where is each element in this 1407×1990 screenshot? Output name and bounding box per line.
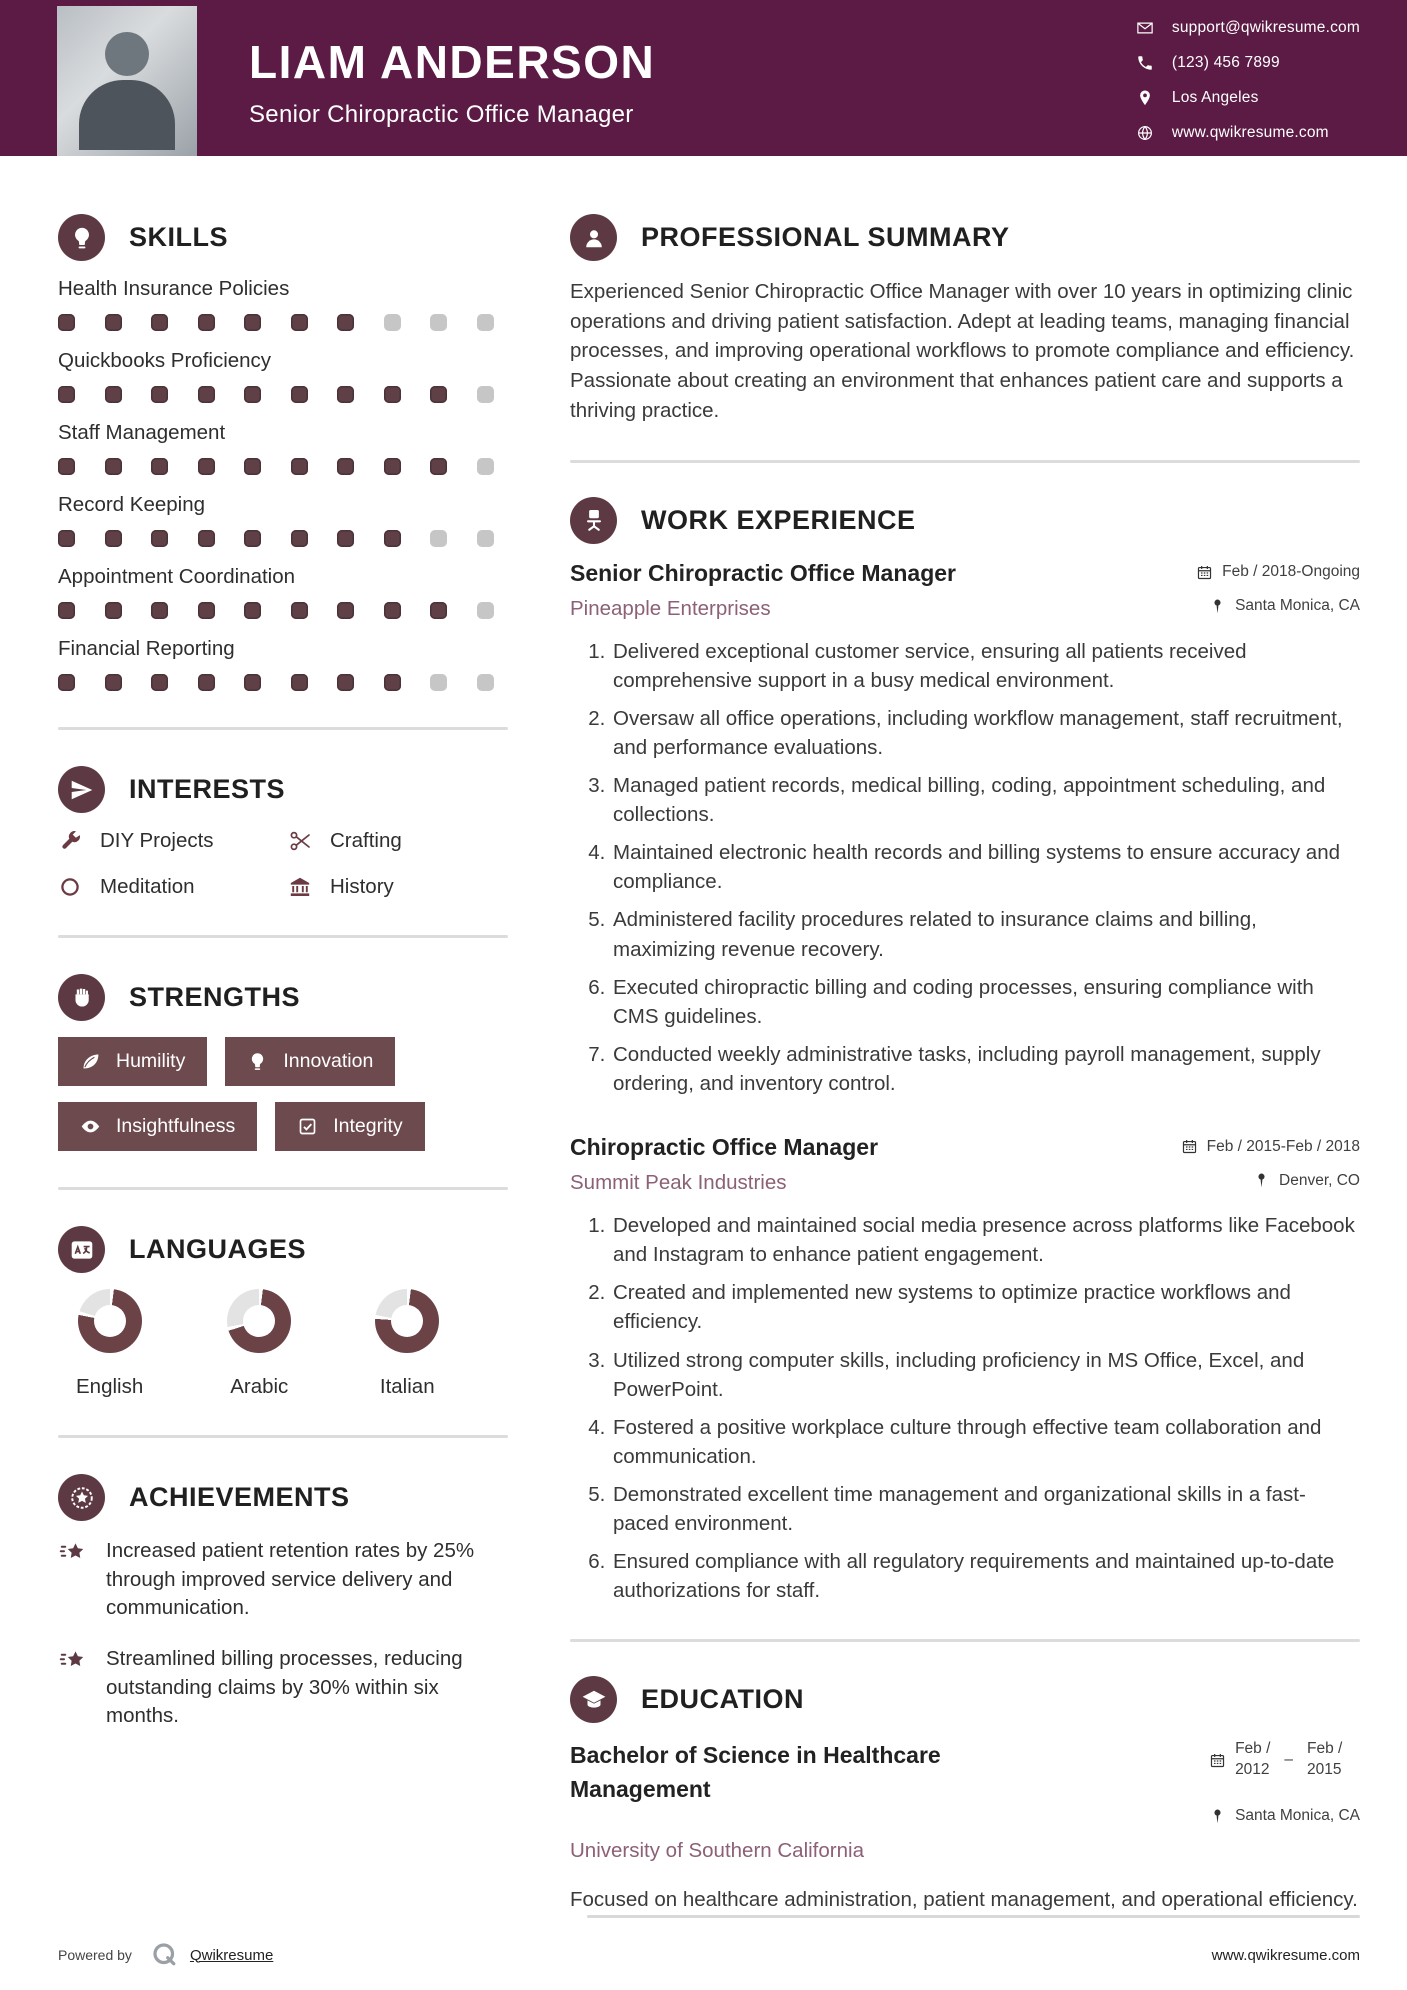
achievement-item bbox=[58, 1537, 508, 1623]
languages-section bbox=[58, 1226, 508, 1399]
date-separator: – bbox=[1284, 1751, 1294, 1769]
achievement-text: Streamlined billing processes, reducing outstanding claims by 30% within six months. bbox=[106, 1647, 463, 1728]
interest-label: Crafting bbox=[330, 829, 402, 852]
q-logo-icon bbox=[150, 1940, 180, 1970]
strength-label: Humility bbox=[116, 1050, 186, 1072]
skill-dot bbox=[430, 602, 447, 619]
job-entry bbox=[570, 1134, 1360, 1605]
divider bbox=[58, 1435, 508, 1438]
degree-title: Bachelor of Science in Healthcare Management bbox=[570, 1742, 941, 1802]
company-name: Pineapple Enterprises bbox=[570, 596, 771, 620]
pushpin-icon bbox=[1209, 598, 1226, 615]
skill-dot bbox=[198, 674, 215, 691]
header bbox=[0, 0, 1407, 156]
jobs-list bbox=[570, 560, 1360, 1606]
leaf-icon bbox=[80, 1051, 101, 1072]
skill-name: Staff Management bbox=[58, 421, 226, 444]
contact-item bbox=[1136, 54, 1360, 72]
skill-dot bbox=[244, 674, 261, 691]
experience-bullet: 2. Oversaw all office operations, including workflow management, staff recruitment, and performance evaluations. bbox=[611, 704, 1360, 762]
skill-dot bbox=[58, 314, 75, 331]
phone-icon bbox=[1136, 54, 1154, 72]
summary-heading: PROFESSIONAL SUMMARY bbox=[641, 222, 1010, 252]
museum-icon bbox=[288, 875, 312, 899]
job-header bbox=[570, 560, 1360, 587]
skill-dot bbox=[151, 602, 168, 619]
experience-bullet: 1. Developed and maintained social media presence across platforms like Facebook and Instagram to enhance patient engagement. bbox=[611, 1211, 1360, 1269]
grad-cap-icon bbox=[570, 1676, 617, 1723]
experience-bullet: 1. Delivered exceptional customer service, ensuring all patients received comprehensive support in a busy medical environment. bbox=[611, 637, 1360, 695]
lightbulb-icon bbox=[58, 214, 105, 261]
languages-heading: LANGUAGES bbox=[129, 1234, 307, 1264]
divider bbox=[58, 727, 508, 730]
skill-dot bbox=[58, 530, 75, 547]
strength-label: Integrity bbox=[333, 1115, 403, 1137]
job-entry bbox=[570, 560, 1360, 1099]
location-icon bbox=[1136, 89, 1154, 107]
skill-dot bbox=[198, 386, 215, 403]
pushpin-icon bbox=[1253, 1172, 1270, 1189]
language-item bbox=[227, 1289, 291, 1399]
powered-by-label: Powered by bbox=[58, 1947, 132, 1963]
interests-section bbox=[58, 766, 508, 899]
person-job-title: Senior Chiropractic Office Manager bbox=[249, 101, 634, 129]
skill-dot bbox=[244, 314, 261, 331]
skill-dot bbox=[291, 530, 308, 547]
contact-item[interactable] bbox=[1136, 124, 1360, 142]
skill-dot bbox=[430, 674, 447, 691]
globe-icon bbox=[1136, 124, 1154, 142]
job-location-text: Denver, CO bbox=[1279, 1171, 1360, 1189]
contact-item bbox=[1136, 89, 1360, 107]
skill-dot bbox=[105, 674, 122, 691]
qwikresume-link[interactable]: Qwikresume bbox=[189, 1946, 274, 1964]
skill-item bbox=[58, 349, 508, 403]
achievements-section bbox=[58, 1474, 508, 1731]
skill-dot bbox=[151, 458, 168, 475]
job-dates bbox=[1181, 1138, 1360, 1156]
skill-item bbox=[58, 421, 508, 475]
skill-dot bbox=[105, 530, 122, 547]
job-title: Chiropractic Office Manager bbox=[570, 1134, 879, 1161]
skill-name: Record Keeping bbox=[58, 493, 206, 516]
skill-dot bbox=[337, 386, 354, 403]
site-url[interactable]: www.qwikresume.com bbox=[1211, 1946, 1360, 1964]
pushpin-icon bbox=[1209, 1808, 1226, 1825]
skill-item bbox=[58, 277, 508, 331]
calendar-icon bbox=[1209, 1752, 1226, 1769]
divider bbox=[570, 460, 1360, 463]
interest-label: Meditation bbox=[100, 875, 195, 898]
experience-bullet: 6. Executed chiropractic billing and coding processes, ensuring compliance with CMS guidelines. bbox=[611, 973, 1360, 1031]
skill-dot bbox=[58, 602, 75, 619]
skills-section bbox=[58, 214, 508, 691]
skill-dot bbox=[151, 674, 168, 691]
job-header bbox=[570, 1134, 1360, 1161]
date-end: Feb / bbox=[1307, 1740, 1343, 1758]
translate-icon bbox=[58, 1226, 105, 1273]
skill-item bbox=[58, 637, 508, 691]
achievements-list bbox=[58, 1537, 508, 1731]
contact-text: www.qwikresume.com bbox=[1171, 123, 1329, 141]
job-location bbox=[1253, 1172, 1360, 1190]
experience-bullet: 3. Utilized strong computer skills, including proficiency in MS Office, Excel, and PowerPoint. bbox=[611, 1346, 1360, 1404]
skill-dot bbox=[105, 386, 122, 403]
skill-dot bbox=[477, 602, 494, 619]
skill-dot bbox=[384, 674, 401, 691]
skill-name: Financial Reporting bbox=[58, 637, 235, 660]
skills-heading: SKILLS bbox=[129, 222, 229, 252]
skill-dot bbox=[151, 530, 168, 547]
skill-dot bbox=[198, 314, 215, 331]
interest-item bbox=[58, 829, 278, 853]
strengths-section bbox=[58, 974, 508, 1151]
skill-dot bbox=[58, 386, 75, 403]
interest-item bbox=[58, 875, 278, 899]
education-section bbox=[570, 1676, 1360, 1915]
profile-photo bbox=[57, 6, 197, 156]
achievement-item bbox=[58, 1645, 508, 1731]
summary-text: Experienced Senior Chiropractic Office Manager with over 10 years in optimizing clinic operations and driving patient satisfaction. Adept at leading teams, managing financial processes, and improving operational workflows to promote compliance and efficiency. Passionate about creating an environment that enhances patient care and supports a thriving practice. bbox=[570, 280, 1355, 422]
envelope-icon bbox=[1136, 19, 1154, 37]
skill-dot bbox=[477, 458, 494, 475]
experience-bullet: 5. Administered facility procedures related to insurance claims and billing, maximizing revenue recovery. bbox=[611, 905, 1360, 963]
contact-item[interactable] bbox=[1136, 19, 1360, 37]
skill-dot bbox=[384, 458, 401, 475]
ring-icon bbox=[58, 875, 82, 899]
wrench-icon bbox=[58, 829, 82, 853]
skill-dot bbox=[291, 674, 308, 691]
skill-dot bbox=[291, 386, 308, 403]
contact-text: Los Angeles bbox=[1171, 88, 1259, 106]
summary-section bbox=[570, 214, 1360, 426]
paper-plane-icon bbox=[58, 766, 105, 813]
skill-dot bbox=[430, 530, 447, 547]
skill-dot bbox=[151, 386, 168, 403]
job-location bbox=[1209, 597, 1360, 615]
skill-rating bbox=[58, 386, 508, 403]
skill-dot bbox=[384, 386, 401, 403]
language-item bbox=[76, 1289, 143, 1399]
skill-rating bbox=[58, 314, 508, 331]
strength-tag bbox=[275, 1102, 424, 1151]
bulb-small-icon bbox=[247, 1051, 268, 1072]
person-name: LIAM ANDERSON bbox=[249, 35, 656, 88]
experience-heading: WORK EXPERIENCE bbox=[641, 504, 916, 535]
achievements-heading: ACHIEVEMENTS bbox=[129, 1482, 350, 1512]
interest-label: DIY Projects bbox=[100, 829, 214, 852]
interest-label: History bbox=[330, 875, 394, 898]
skill-dot bbox=[244, 386, 261, 403]
language-donut bbox=[375, 1289, 439, 1353]
experience-bullet: 7. Conducted weekly administrative tasks, including payroll management, supply ordering, and inventory control. bbox=[611, 1040, 1360, 1098]
right-column bbox=[570, 214, 1360, 1915]
skill-dot bbox=[198, 530, 215, 547]
experience-bullet: 3. Managed patient records, medical billing, coding, appointment scheduling, and collections. bbox=[611, 771, 1360, 829]
skill-dot bbox=[384, 530, 401, 547]
eye-icon bbox=[80, 1116, 101, 1137]
experience-bullet: 2. Created and implemented new systems to optimize practice workflows and efficiency. bbox=[611, 1278, 1360, 1336]
skill-dot bbox=[105, 458, 122, 475]
skill-dot bbox=[477, 386, 494, 403]
skill-item bbox=[58, 565, 508, 619]
skill-dot bbox=[477, 530, 494, 547]
experience-bullet: 4. Maintained electronic health records and billing systems to ensure accuracy and compliance. bbox=[611, 838, 1360, 896]
skill-dot bbox=[337, 530, 354, 547]
contact-text: (123) 456 7899 bbox=[1171, 53, 1280, 71]
skill-item bbox=[58, 493, 508, 547]
job-subheader bbox=[570, 597, 1360, 621]
strength-tag bbox=[225, 1037, 395, 1086]
star-burst-icon bbox=[58, 1647, 88, 1677]
interest-item bbox=[288, 875, 508, 899]
contact-text: support@qwikresume.com bbox=[1171, 18, 1360, 36]
badge-star-icon bbox=[58, 1474, 105, 1521]
person-icon bbox=[570, 214, 617, 261]
skill-dot bbox=[244, 602, 261, 619]
skill-dot bbox=[430, 386, 447, 403]
left-column bbox=[58, 214, 508, 1753]
achievement-text: Increased patient retention rates by 25% through improved service delivery and communication. bbox=[106, 1539, 475, 1620]
interests-heading: INTERESTS bbox=[129, 774, 286, 804]
experience-bullet: 5. Demonstrated excellent time management and organizational skills in a fast-paced environment. bbox=[611, 1480, 1360, 1538]
skill-dot bbox=[291, 602, 308, 619]
strengths-heading: STRENGTHS bbox=[129, 982, 301, 1012]
job-dates-text: Feb / 2018-Ongoing bbox=[1222, 563, 1360, 581]
skill-dot bbox=[198, 602, 215, 619]
job-subheader bbox=[570, 1171, 1360, 1195]
job-title: Senior Chiropractic Office Manager bbox=[570, 559, 956, 586]
skill-dot bbox=[58, 674, 75, 691]
divider bbox=[58, 1187, 508, 1190]
skill-rating bbox=[58, 530, 508, 547]
skill-rating bbox=[58, 458, 508, 475]
strength-label: Insightfulness bbox=[116, 1115, 236, 1137]
strength-tag bbox=[58, 1037, 207, 1086]
skill-name: Health Insurance Policies bbox=[58, 277, 290, 300]
language-item bbox=[375, 1289, 439, 1399]
skill-dot bbox=[477, 314, 494, 331]
star-burst-icon bbox=[58, 1539, 88, 1569]
job-dates-text: Feb / 2015-Feb / 2018 bbox=[1206, 1137, 1360, 1155]
job-bullets bbox=[570, 637, 1360, 1099]
school-name: University of Southern California bbox=[570, 1839, 864, 1863]
skill-dot bbox=[337, 314, 354, 331]
skill-rating bbox=[58, 674, 508, 691]
skill-dot bbox=[105, 314, 122, 331]
interest-item bbox=[288, 829, 508, 853]
skill-dot bbox=[430, 458, 447, 475]
experience-section bbox=[570, 497, 1360, 1606]
skill-dot bbox=[384, 314, 401, 331]
skill-dot bbox=[291, 314, 308, 331]
skill-dot bbox=[198, 458, 215, 475]
interests-list bbox=[58, 829, 508, 899]
skill-dot bbox=[337, 674, 354, 691]
skill-dot bbox=[244, 458, 261, 475]
divider bbox=[587, 1915, 1360, 1918]
skill-rating bbox=[58, 602, 508, 619]
skill-dot bbox=[58, 458, 75, 475]
skill-name: Quickbooks Proficiency bbox=[58, 349, 272, 372]
content-columns bbox=[0, 156, 1407, 1915]
date-start: Feb / bbox=[1235, 1740, 1271, 1758]
skill-dot bbox=[244, 530, 261, 547]
skill-dot bbox=[337, 602, 354, 619]
footer bbox=[0, 1915, 1407, 1990]
strength-tag bbox=[58, 1102, 257, 1151]
contact-list bbox=[1136, 19, 1360, 142]
language-donut bbox=[78, 1289, 142, 1353]
education-description: Focused on healthcare administration, patient management, and operational efficiency. bbox=[570, 1888, 1358, 1912]
language-label: English bbox=[76, 1375, 144, 1398]
fist-icon bbox=[58, 974, 105, 1021]
education-heading: EDUCATION bbox=[641, 1684, 804, 1715]
job-location-text: Santa Monica, CA bbox=[1235, 597, 1360, 615]
skill-dot bbox=[477, 674, 494, 691]
skill-dot bbox=[291, 458, 308, 475]
experience-bullet: 6. Ensured compliance with all regulatory requirements and maintained up-to-date authorizations for staff. bbox=[611, 1547, 1360, 1605]
language-label: Italian bbox=[379, 1375, 435, 1398]
language-donut bbox=[227, 1289, 291, 1353]
calendar-icon bbox=[1196, 564, 1213, 581]
skill-dot bbox=[337, 458, 354, 475]
job-dates bbox=[1196, 563, 1360, 581]
education-dates: Feb / 2012 – Feb / 2015 bbox=[1209, 1739, 1360, 1781]
strength-label: Innovation bbox=[283, 1050, 374, 1072]
company-name: Summit Peak Industries bbox=[570, 1171, 787, 1195]
check-square-icon bbox=[297, 1116, 318, 1137]
job-bullets bbox=[570, 1211, 1360, 1605]
calendar-icon bbox=[1181, 1138, 1198, 1155]
skill-name: Appointment Coordination bbox=[58, 565, 296, 588]
skill-dot bbox=[151, 314, 168, 331]
skill-dot bbox=[105, 602, 122, 619]
strengths-list bbox=[58, 1037, 508, 1151]
divider bbox=[58, 935, 508, 938]
skill-dot bbox=[384, 602, 401, 619]
scissors-icon bbox=[288, 829, 312, 853]
language-label: Arabic bbox=[230, 1375, 289, 1398]
education-location: Santa Monica, CA bbox=[1209, 1807, 1360, 1825]
languages-list bbox=[58, 1289, 508, 1399]
experience-bullet: 4. Fostered a positive workplace culture through effective team collaboration and communication. bbox=[611, 1413, 1360, 1471]
skills-list bbox=[58, 277, 508, 691]
skill-dot bbox=[430, 314, 447, 331]
chair-icon bbox=[570, 497, 617, 544]
divider bbox=[570, 1639, 1360, 1642]
